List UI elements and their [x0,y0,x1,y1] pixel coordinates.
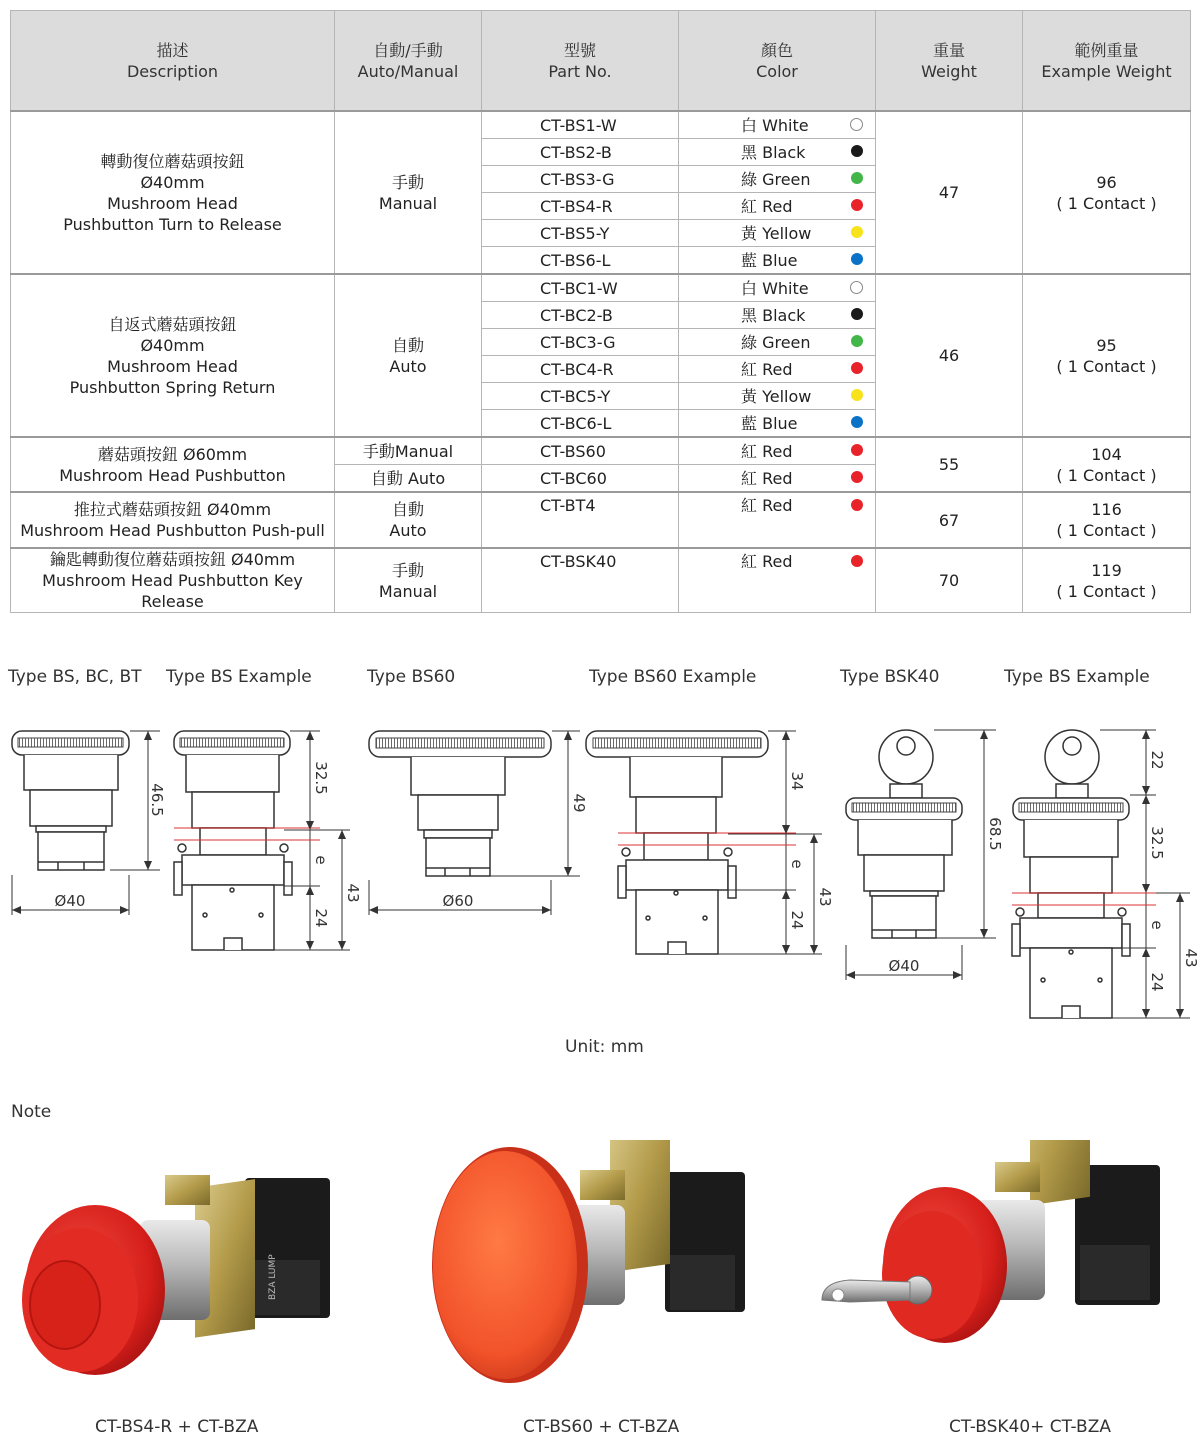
color-name: 紅 Red [741,196,793,216]
product-photo-bs4r [22,1175,330,1375]
spec-table [10,10,1191,613]
color-swatch-icon [851,389,863,401]
color-name: 紅 Red [741,441,793,461]
color-cell [679,492,876,548]
dim-label: 46.5 [148,783,166,817]
description-cell [11,548,335,613]
dim-label: Ø40 [54,892,86,910]
header-text: 型號 [563,40,596,60]
drawing-label: Type BS60 Example [589,667,757,687]
description-cell-text: Ø40mm [140,335,205,355]
dim-label: 24 [1148,972,1166,992]
drawing-type-bs [12,731,129,870]
technical-drawings [0,700,1200,1030]
dim-label: 43 [344,883,362,903]
drawing-label: Type BS60 [367,667,456,687]
column-header [11,11,335,112]
header-text: 範例重量 [1074,40,1139,60]
example-weight-cell-text: 104 [1091,444,1122,464]
dim-label: e [1148,920,1166,930]
photo-caption: CT-BS4-R + CT-BZA [95,1417,259,1437]
part-number-cell: CT-BC4-R [482,356,679,383]
example-weight-cell-text: 96 [1096,172,1117,192]
color-name: 黃 Yellow [741,223,812,243]
color-name: 藍 Blue [741,250,798,270]
dim-label: Ø40 [888,957,920,975]
part-number-cell: CT-BS3-G [482,166,679,193]
table-row [11,548,1191,613]
weight-cell: 46 [876,274,1023,437]
color-cell [679,193,876,220]
description-cell-text: 鑰匙轉動復位蘑菇頭按鈕 Ø40mm [49,550,296,569]
description-cell-text: Mushroom Head Pushbutton Key Release [42,571,303,611]
color-name: 黃 Yellow [741,386,812,406]
color-swatch-icon [851,416,863,428]
color-cell [679,247,876,275]
dim-label: 22 [1148,750,1166,770]
color-swatch-icon [851,226,863,238]
mode-cell [335,492,482,548]
part-number-cell: CT-BS2-B [482,139,679,166]
dim-label: 24 [312,908,330,928]
description-cell-text: Mushroom Head [107,193,238,213]
example-weight-cell [1023,111,1191,274]
dim-label: Ø60 [442,892,474,910]
dim-label: e [788,859,806,869]
part-number-cell: CT-BT4 [482,492,679,548]
header-text: Auto/Manual [357,61,459,81]
description-cell-text: Mushroom Head Pushbutton Push-pull [20,521,325,540]
weight-cell: 67 [876,492,1023,548]
weight-cell: 70 [876,548,1023,613]
example-weight-cell [1023,548,1191,613]
color-swatch-icon [851,362,863,374]
drawing-type-bs60 [369,731,551,876]
photo-caption: CT-BSK40+ CT-BZA [949,1417,1111,1437]
example-weight-cell-text: ( 1 Contact ) [1056,356,1157,376]
description-cell-text: Pushbutton Turn to Release [63,214,282,234]
color-swatch-icon [851,499,863,511]
drawing-label: Type BS Example [1004,667,1150,687]
mode-cell-text: Manual [378,581,438,601]
example-weight-cell-text: 116 [1091,500,1122,519]
dim-label: 32.5 [312,761,330,795]
header-text: Color [756,61,798,81]
color-name: 綠 Green [741,332,811,352]
description-cell-text: 自返式蘑菇頭按鈕 [108,314,237,334]
color-swatch-icon [851,335,863,347]
color-swatch-icon [851,308,863,320]
color-name: 白 White [741,115,809,135]
description-cell [11,492,335,548]
mode-cell-text: 自動 [391,500,424,519]
color-name: 紅 Red [741,359,793,379]
mode-cell-text: Manual [378,193,438,213]
drawing-label: Type BS Example [166,667,312,687]
header-text: 重量 [932,40,965,60]
header-text: Part No. [548,61,612,81]
color-swatch-icon [851,471,863,483]
description-cell-text: 轉動復位蘑菇頭按鈕 [100,151,245,171]
description-cell-text: Ø40mm [140,172,205,192]
part-number-cell: CT-BS4-R [482,193,679,220]
color-cell [679,139,876,166]
part-number-cell: CT-BC5-Y [482,383,679,410]
mode-cell-text: 手動 [391,172,424,192]
color-name: 黑 Black [741,305,806,325]
mode-cell-text: Auto [389,356,427,376]
description-cell [11,274,335,437]
dim-label: 32.5 [1148,826,1166,860]
description-cell-text: Pushbutton Spring Return [69,377,276,397]
description-cell [11,111,335,274]
header-text: 描述 [156,40,189,60]
color-name: 紅 Red [741,496,793,515]
drawing-type-bsk40-example [1012,730,1130,1018]
drawing-type-bs60-example [586,731,768,954]
part-number-cell: CT-BS6-L [482,247,679,275]
dim-label: 34 [788,771,806,791]
header-text: Example Weight [1041,61,1172,81]
table-row [11,111,1191,139]
table-body [11,111,1191,613]
example-weight-cell-text: ( 1 Contact ) [1056,581,1157,601]
color-cell [679,329,876,356]
color-cell [679,302,876,329]
color-swatch-icon [851,253,863,265]
note-title: Note [11,1102,52,1122]
color-name: 黑 Black [741,142,806,162]
example-weight-cell [1023,437,1191,492]
dim-label: 68.5 [986,817,1004,851]
dim-label: 24 [788,910,806,930]
product-photos [0,1140,1200,1390]
drawing-label: Type BSK40 [840,667,940,687]
unit-label: Unit: mm [565,1037,644,1057]
product-photo-bsk40 [822,1140,1160,1343]
color-name: 紅 Red [741,552,793,571]
color-cell [679,274,876,302]
part-number-cell: CT-BS60 [482,437,679,465]
description-cell-text: 推拉式蘑菇頭按鈕 Ø40mm [73,500,272,519]
color-swatch-icon [851,172,863,184]
part-number-cell: CT-BC60 [482,465,679,493]
part-number-cell: CT-BC2-B [482,302,679,329]
table-row [11,492,1191,548]
mode-cell [335,111,482,274]
color-name: 紅 Red [741,468,793,488]
color-cell [679,383,876,410]
mode-cell: 手動Manual [335,437,482,465]
column-header [335,11,482,112]
dim-label: e [312,855,330,865]
example-weight-cell-text: ( 1 Contact ) [1056,193,1157,213]
color-swatch-icon [851,199,863,211]
part-number-cell: CT-BC3-G [482,329,679,356]
product-photo-bs60 [432,1140,745,1383]
color-name: 綠 Green [741,169,811,189]
color-cell [679,548,876,613]
color-swatch-icon [851,145,863,157]
header-text: Description [126,61,219,81]
weight-cell: 47 [876,111,1023,274]
table-row [11,437,1191,465]
example-weight-cell [1023,492,1191,548]
column-header [482,11,679,112]
header-text: 顏色 [760,40,793,60]
dim-label: 43 [1182,948,1200,968]
color-cell [679,220,876,247]
description-cell [11,437,335,492]
part-number-cell: CT-BC6-L [482,410,679,438]
example-weight-cell-text: ( 1 Contact ) [1056,521,1157,540]
part-number-cell: CT-BC1-W [482,274,679,302]
column-header [876,11,1023,112]
color-swatch-icon [850,281,863,294]
color-cell [679,111,876,139]
color-cell [679,465,876,493]
column-header [679,11,876,112]
block-label: BZA LUMP [268,1254,278,1300]
mode-cell-text: 手動 [391,560,424,580]
mode-cell [335,274,482,437]
example-weight-cell-text: 95 [1096,335,1117,355]
color-swatch-icon [851,555,863,567]
description-cell-text: Mushroom Head [107,356,238,376]
part-number-cell: CT-BS1-W [482,111,679,139]
example-weight-cell-text: 119 [1091,560,1122,580]
description-cell-text: 蘑菇頭按鈕 Ø60mm [97,444,248,464]
photo-caption: CT-BS60 + CT-BZA [523,1417,680,1437]
color-cell [679,410,876,438]
mode-cell-text: Auto [389,521,427,540]
color-swatch-icon [850,118,863,131]
weight-cell: 55 [876,437,1023,492]
header-text: 自動/手動 [373,40,443,60]
part-number-cell: CT-BSK40 [482,548,679,613]
color-name: 白 White [741,278,809,298]
color-name: 藍 Blue [741,413,798,433]
color-cell [679,356,876,383]
part-number-cell: CT-BS5-Y [482,220,679,247]
header-row [11,11,1191,112]
mode-cell-text: 自動 [391,335,424,355]
mode-cell: 自動 Auto [335,465,482,493]
color-swatch-icon [851,444,863,456]
example-weight-cell-text: ( 1 Contact ) [1056,465,1157,485]
mode-cell [335,548,482,613]
column-header [1023,11,1191,112]
color-cell [679,166,876,193]
dim-label: 43 [816,887,834,907]
description-cell-text: Mushroom Head Pushbutton [59,465,286,485]
dim-label: 49 [570,793,588,813]
table-row [11,274,1191,302]
color-cell [679,437,876,465]
drawing-label: Type BS, BC, BT [8,667,142,687]
example-weight-cell [1023,274,1191,437]
header-text: Weight [921,61,977,81]
drawing-type-bsk40 [846,730,962,938]
